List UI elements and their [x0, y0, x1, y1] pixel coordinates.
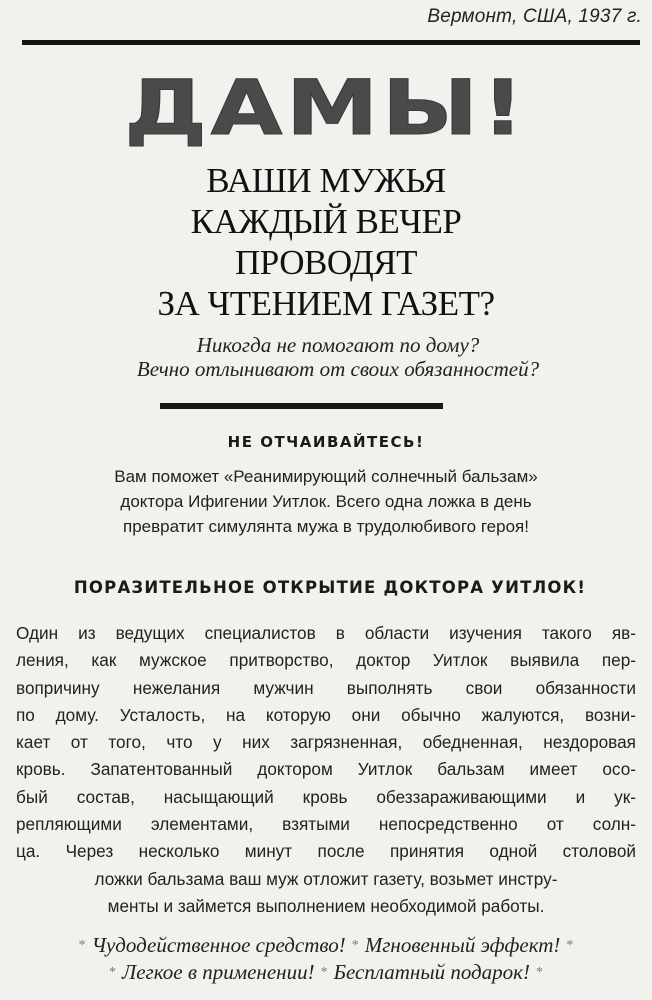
paragraph-line: Один из ведущих специалистов в области изучения такого яв- [16, 623, 636, 643]
middle-divider [160, 403, 443, 409]
asterisk-icon: * [351, 938, 359, 953]
section-heading-dont-despair: НЕ ОТЧАИВАЙТЕСЬ! [227, 433, 425, 451]
paragraph-line: бый состав, насыщающий кровь обеззараживающими и ук- [16, 786, 636, 807]
paragraph-line: превратит симулянта мужа в трудолюбивого героя! [123, 517, 529, 536]
paragraph-line: Вам поможет «Реанимирующий солнечный бальзам» [114, 467, 538, 486]
asterisk-icon: * [320, 965, 328, 980]
question-line: ПРОВОДЯТ [235, 243, 417, 282]
paragraph-line: репляющими элементами, взятыми непосредственно от солн- [16, 814, 636, 835]
asterisk-icon: * [78, 938, 86, 953]
paragraph-line: ца. Через несколько минут после принятия одной столовой [16, 841, 636, 862]
paragraph-line: ления, как мужское притворство, доктор Уитлок выявила пер- [16, 650, 636, 671]
slogan-line [0, 932, 652, 959]
paragraph-line: кровь. Запатентованный доктором Уитлок бальзам имеет осо- [16, 759, 636, 780]
question-line: КАЖДЫЙ ВЕЧЕР [190, 202, 462, 241]
sub-question: Никогда не помогают по дому? [196, 333, 480, 357]
section-heading-discovery: ПОРАЗИТЕЛЬНОЕ ОТКРЫТИЕ ДОКТОРА УИТЛОК! [73, 578, 587, 597]
sub-question: Вечно отлынивают от своих обязанностей? [136, 357, 540, 381]
paragraph-line: ложки бальзама ваш муж отложит газету, возьмет инстру- [94, 868, 558, 889]
asterisk-icon: * [566, 938, 574, 953]
paragraph-line: по дому. Усталость, на которую они обычно жалуются, возни- [16, 704, 636, 725]
question-line: ВАШИ МУЖЬЯ [206, 161, 446, 200]
slogan: Чудодейственное средство! [91, 933, 346, 957]
paragraph-line: кает от того, что у них загрязненная, обедненная, нездоровая [16, 732, 636, 753]
slogan: Легкое в применении! [122, 960, 315, 984]
body-paragraph [16, 620, 636, 920]
slogan-line [0, 959, 652, 986]
main-question [0, 160, 652, 324]
intro-paragraph [40, 464, 612, 539]
asterisk-icon: * [535, 965, 543, 980]
headline: ДАМЫ! [124, 63, 528, 152]
paragraph-line: вопричину нежелания мужчин выполнять свои обязанности [16, 677, 636, 698]
asterisk-icon: * [109, 965, 117, 980]
paragraph-line: менты и займется выполнением необходимой работы. [107, 895, 545, 916]
question-line: ЗА ЧТЕНИЕМ ГАЗЕТ? [157, 284, 495, 323]
top-divider [22, 40, 640, 45]
slogan: Бесплатный подарок! [333, 960, 530, 984]
dateline: Вермонт, США, 1937 г. [427, 6, 642, 27]
slogans [0, 932, 652, 986]
paragraph-line: доктора Ифигении Уитлок. Всего одна ложка в день [120, 492, 532, 511]
sub-questions [0, 333, 652, 381]
slogan: Мгновенный эффект! [364, 933, 561, 957]
